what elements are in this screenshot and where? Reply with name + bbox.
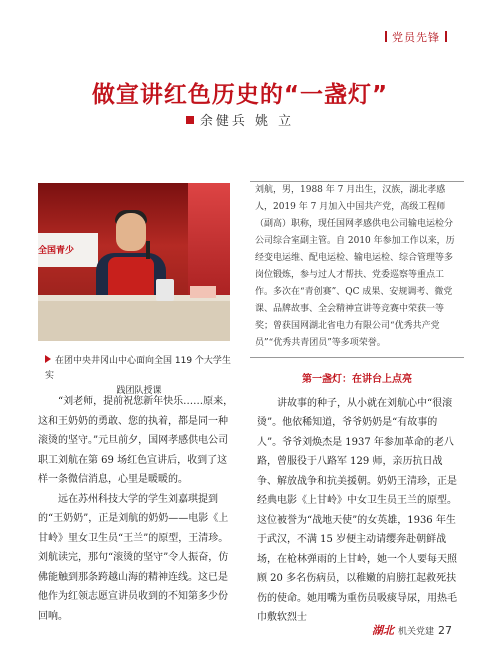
caption-arrow-icon [45,355,51,363]
speaker-head [116,213,146,251]
section-divider-left [385,31,387,42]
section-divider-right [445,31,447,42]
section-tag [380,29,452,45]
caption-line-2: 践团队授课 [116,386,162,396]
article-title: 做宣讲红色历史的“一盏灯” [91,82,389,108]
author-marker-icon [186,116,194,124]
desk [38,301,230,341]
page-footer [372,622,452,638]
author-names: 余健兵 姚 立 [199,114,295,129]
magazine-name: 机关党建 [397,627,434,637]
article-authors [0,110,480,129]
paragraph: 讲故事的种子，从小就在刘航心中“很滚烫”。他依稀知道，爷爷奶奶是“有故事的人”。爷爷刘焕杰是 1937 年参加革命的老八路，曾服役于八路军 129 师，亲历抗日战争、解放战争和抗美援朝。奶奶王清珍，正是经典电影《上甘岭》中女卫生员王兰的原型。这位被誉为“战地天使”的女英雄，1936 年生于武汉，不满 15 岁便主动请缨奔赴朝鲜战场，在枪林弹雨的上甘岭，她一个人要每天照顾 20 多名伤病员，以稚嫩的肩膀扛起救死扶伤的使命。她用嘴为重伤员吸痰导尿，用热毛巾敷软烈士 [257,397,457,623]
section-label: 党员先锋 [392,31,440,44]
body-column-right [257,370,457,628]
section-subheading: 第一盏灯：在讲台上点亮 [302,374,412,385]
author-bio: 刘航，男，1988 年 7 月出生，汉族，湖北孝感人，2019 年 7 月加入中国共产党，高级工程师（副高）职称，现任国网孝感供电公司输电运检分公司综合室副主管。自 2010 年参加工作以来，历经变电运维、配电运检、输电运检、综合管理等多岗位锻炼，参与过人才帮扶、党委巡察等重点工作。多次在“青创赛”、QC 成果、安规调考、微党课、品牌故事、全会精神宣讲等竞赛中荣获一等奖；曾获国网湖北省电力有限公司“优秀共产党员”“优秀共青团员”等多项荣誉。 [255,185,455,348]
photo-backdrop [188,183,230,303]
page-number: 27 [438,624,452,637]
speaker-photo [38,183,230,341]
thermos-cup [156,279,174,301]
paragraph: 远在苏州科技大学的学生刘嘉琪提到的“王奶奶”，正是刘航的奶奶——电影《上甘岭》里女卫生员“王兰”的原型，王清珍。刘航读完，那句“滚烫的坚守”令人振奋，仿佛能触到那条跨越山海的精神连线。这已是他作为红领志愿宣讲员收到的不知第多少份回响。 [38,493,229,622]
paragraph: “刘老师，提前祝您新年快乐……原来，这和王奶奶的勇敢、您的执着，都是同一种滚烫的坚守。”元旦前夕，国网孝感供电公司职工刘航在第 69 场红色宣讲后，收到了这样一条微信消息，心里是暖暖的。 [38,396,234,485]
body-column-left [38,392,234,626]
name-card [190,286,216,298]
microphone-icon [146,241,150,259]
caption-line-1: 在团中央井冈山中心面向全国 119 个大学生实 [45,356,231,381]
magazine-brand: 湖北 [371,624,394,637]
bio-bottom-rule [250,357,464,358]
photo-banner-text: 全国青少 [38,246,75,256]
